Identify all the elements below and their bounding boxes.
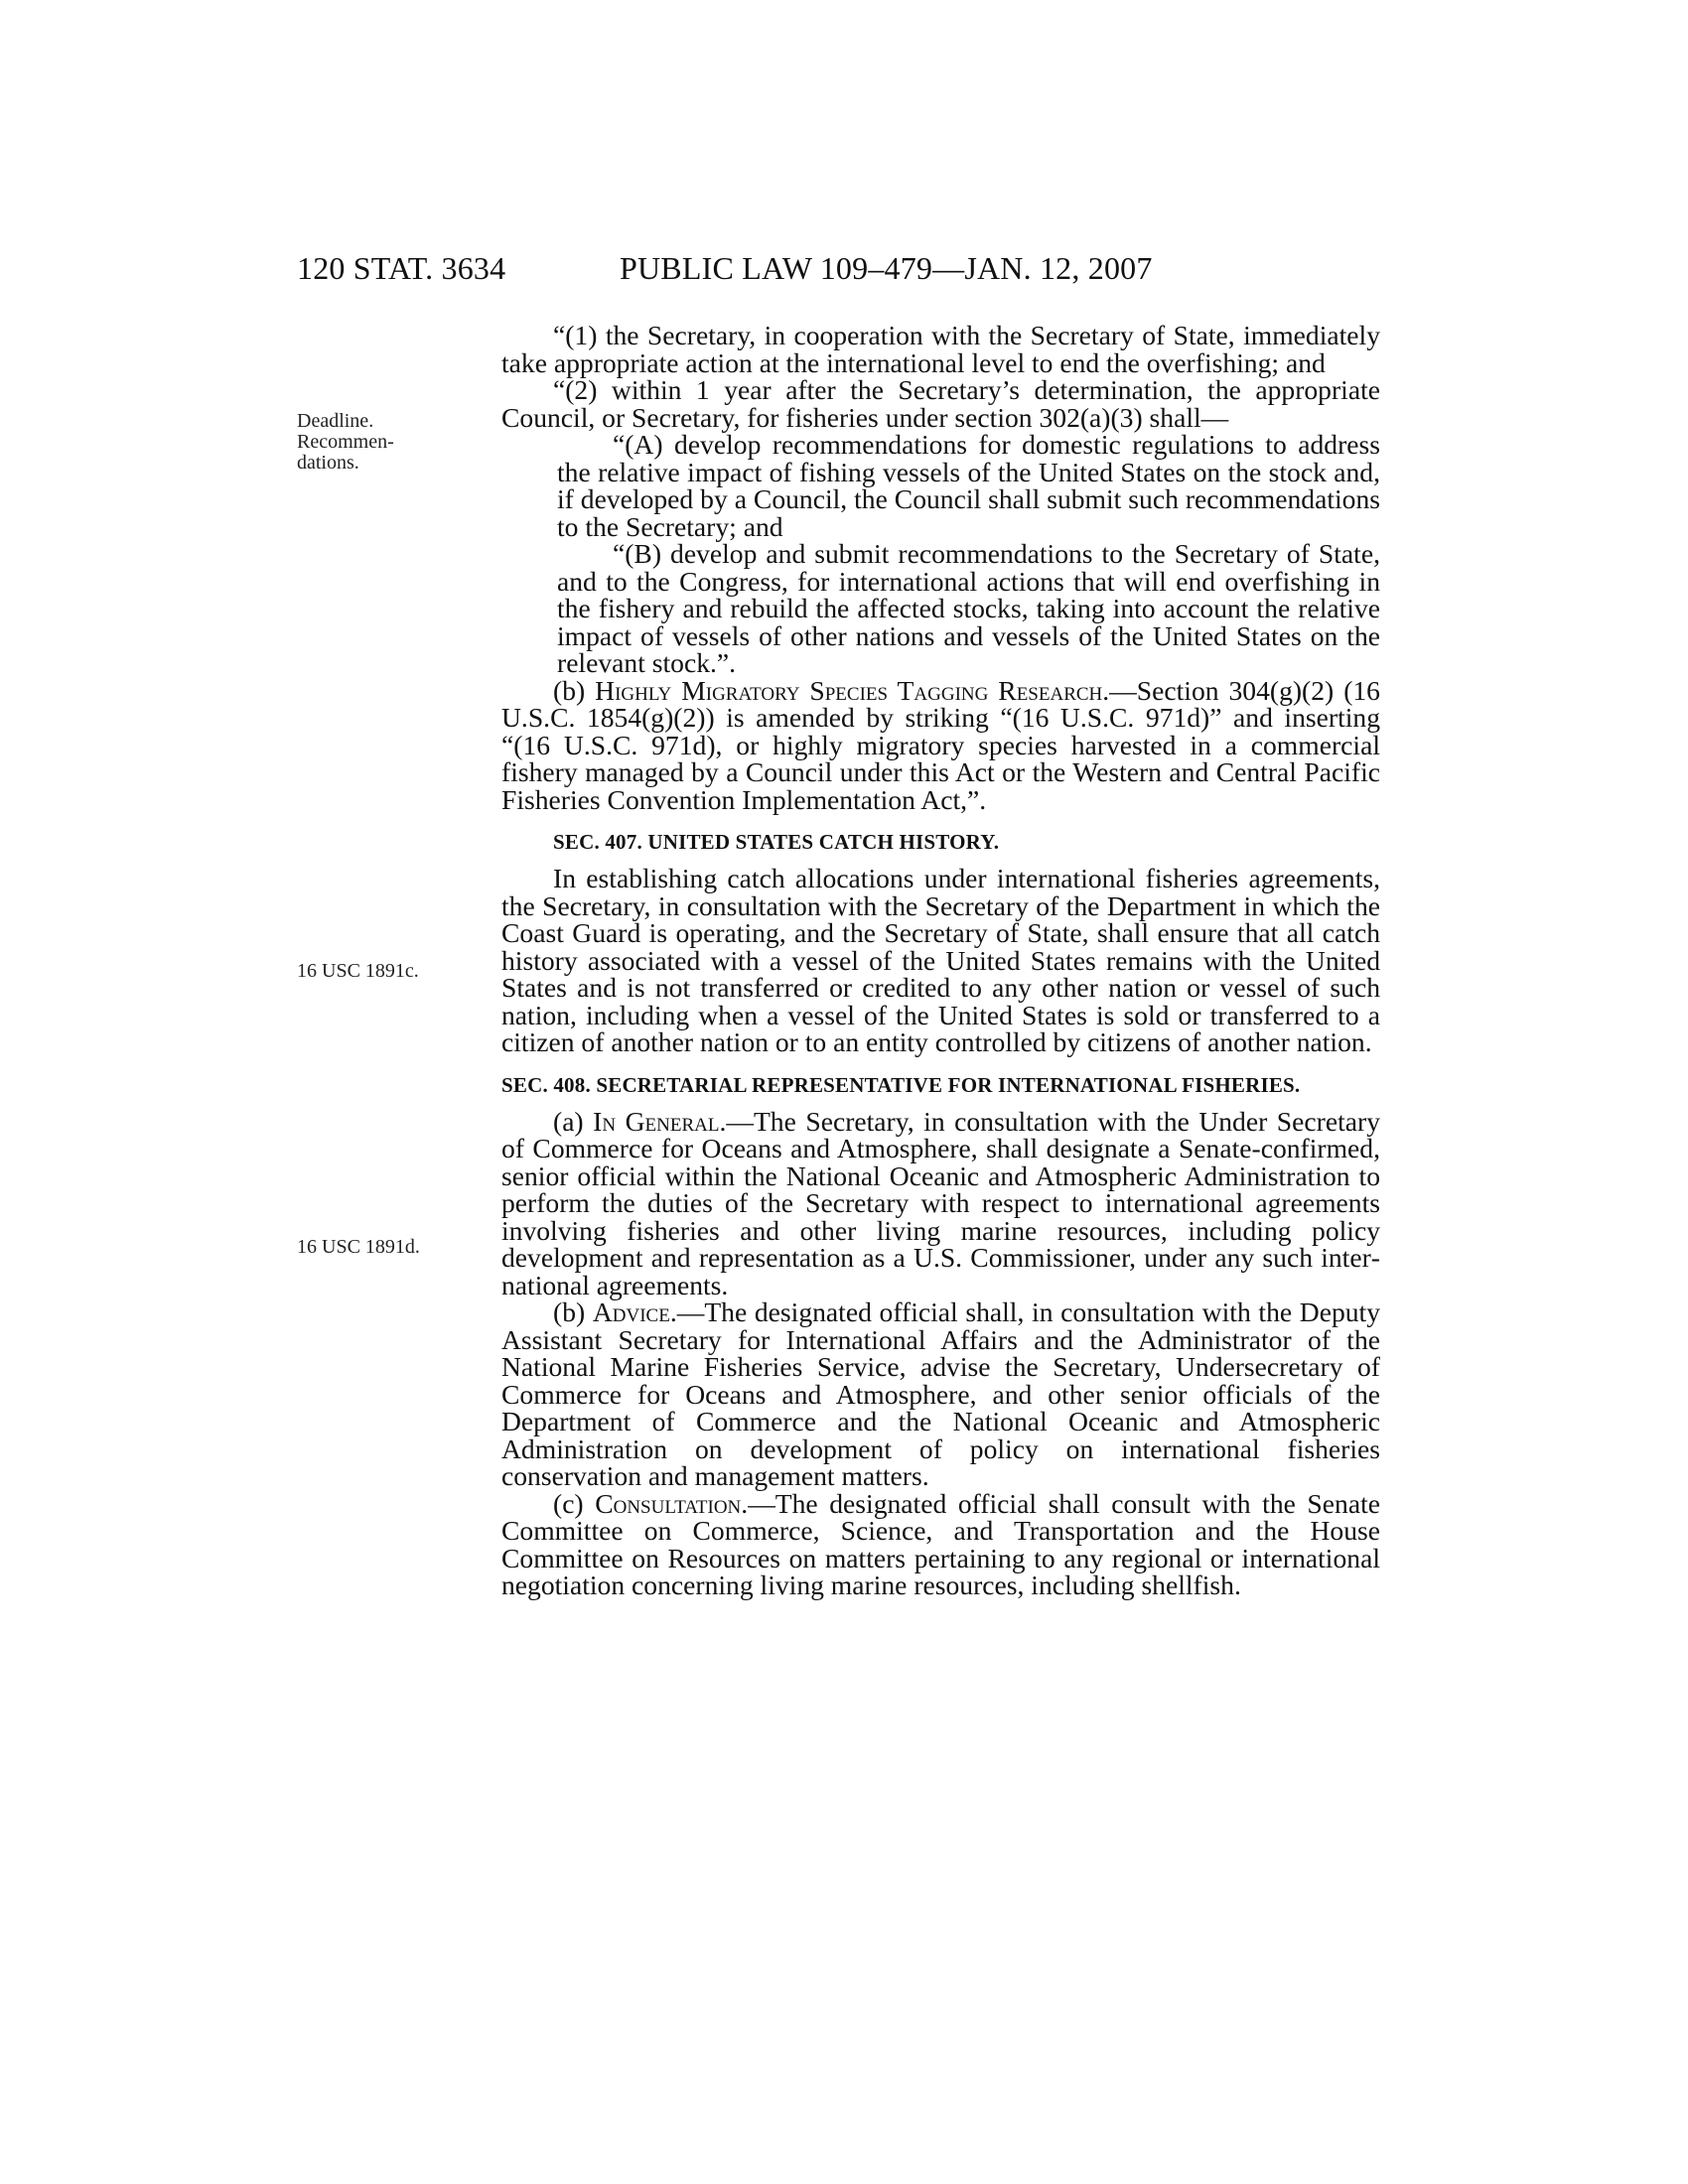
main-text-column — [501, 322, 1380, 1599]
subsection-a-text: —The Secretary, in consultation with the Under Secretary of Commerce for Oceans and Atmosphere, shall designate a Senate-confirmed, senior official within the National Oceanic and Atmospheric Administration to perform the duties of the Secretary with respect to international agreements involving fisheries and other living marine resources, including policy development and representation as a U.S. Commissioner, under any such international agreements. — [501, 1105, 1380, 1300]
paragraph-item-1: “(1) the Secretary, in cooperation with the Secretary of State, immediately take appropriate action at the international level to end the overfishing; and — [501, 320, 1380, 378]
paragraph-item-2: “(2) within 1 year after the Secretary’s determination, the appropriate Council, or Secretary, for fisheries under section 302(a)(3) shall— — [501, 374, 1380, 433]
subsection-a-heading: In General. — [593, 1105, 727, 1137]
paragraph-section-407: In establishing catch allocations under international fisheries agreements, the Secretary, in consultation with the Secretary of the Department in which the Coast Guard is operating, and the Secretary of State, shall ensure that all catch history associated with a vessel of the United States remains with the United States and is not transferred or credited to any other nation or vessel of such nation, including when a vessel of the United States is sold or transferred to a citizen of another nation or to an entity controlled by citizens of another nation. — [501, 863, 1380, 1057]
subsection-b-text: —Section 304(g)(2) (16 U.S.C. 1854(g)(2)) is amended by striking “(16 U.S.C. 971d)” and inserting “(16 U.S.C. 971d), or highly migratory species harvested in a commercial fishery managed by a Council under this Act or the Western and Central Pacific Fisheries Convention Implementation Act,”. — [501, 674, 1380, 815]
paragraph-subsection-b — [501, 674, 1380, 815]
section-407-heading: SEC. 407. UNITED STATES CATCH HISTORY. — [553, 830, 1000, 854]
subsection-advice-label: (b) — [553, 1297, 593, 1327]
paragraph-item-b: “(B) develop and submit recommendations to the Secretary of State, and to the Congress, for international actions that will end overfishing in the fishery and rebuild the affected stocks, taking into account the relative impact of vessels of other nations and vessels of the United States on the relevant stock.”. — [557, 538, 1380, 678]
paragraph-subsection-c — [501, 1487, 1380, 1600]
subsection-b-label: (b) — [553, 674, 596, 706]
subsection-c-label: (c) — [553, 1487, 596, 1519]
subsection-a-label: (a) — [553, 1105, 594, 1137]
margin-note-recommendations-2: dations. — [297, 452, 359, 474]
subsection-advice-heading: Advice. — [592, 1297, 677, 1327]
subsection-advice-text: —The designated official shall, in consultation with the Deputy Assistant Secretary for International Affairs and the Administrator of the National Marine Fisheries Service, advise the Secretary, Undersecretary of Commerce for Oceans and Atmosphere, and other senior officials of the Department of Commerce and the National Oceanic and Atmospheric Administration on development of policy on international fisheries conservation and management matters. — [501, 1297, 1381, 1491]
paragraph-subsection-advice — [501, 1298, 1380, 1490]
subsection-b-heading: Highly Migratory Species Tagging Research. — [595, 674, 1110, 706]
stat-page-number: 120 STAT. 3634 — [297, 250, 506, 286]
paragraph-subsection-a — [501, 1105, 1380, 1300]
margin-note-recommendations-1: Recommen- — [297, 431, 394, 453]
section-408-heading: SEC. 408. SECRETARIAL REPRESENTATIVE FOR INTERNATIONAL FISHERIES. — [501, 1072, 1301, 1097]
subsection-c-heading: Consultation. — [595, 1487, 749, 1519]
margin-note-deadline: Deadline. — [297, 410, 374, 432]
margin-note-usc-1891d: 16 USC 1891d. — [297, 1236, 420, 1258]
paragraph-item-a: “(A) develop recommendations for domestic regulations to address the relative impact of fishing vessels of the United States on the stock and, if developed by a Council, the Council shall submit such recommendations to the Secretary; and — [557, 429, 1380, 542]
subsection-c-text: —The designated official shall consult with the Senate Committee on Commerce, Science, and Transportation and the House Committee on Resources on matters pertaining to any regional or international negotiation concerning living marine resources, including shellfish. — [501, 1487, 1380, 1600]
public-law-title: PUBLIC LAW 109–479—JAN. 12, 2007 — [620, 250, 1153, 286]
margin-note-usc-1891c: 16 USC 1891c. — [297, 960, 419, 982]
